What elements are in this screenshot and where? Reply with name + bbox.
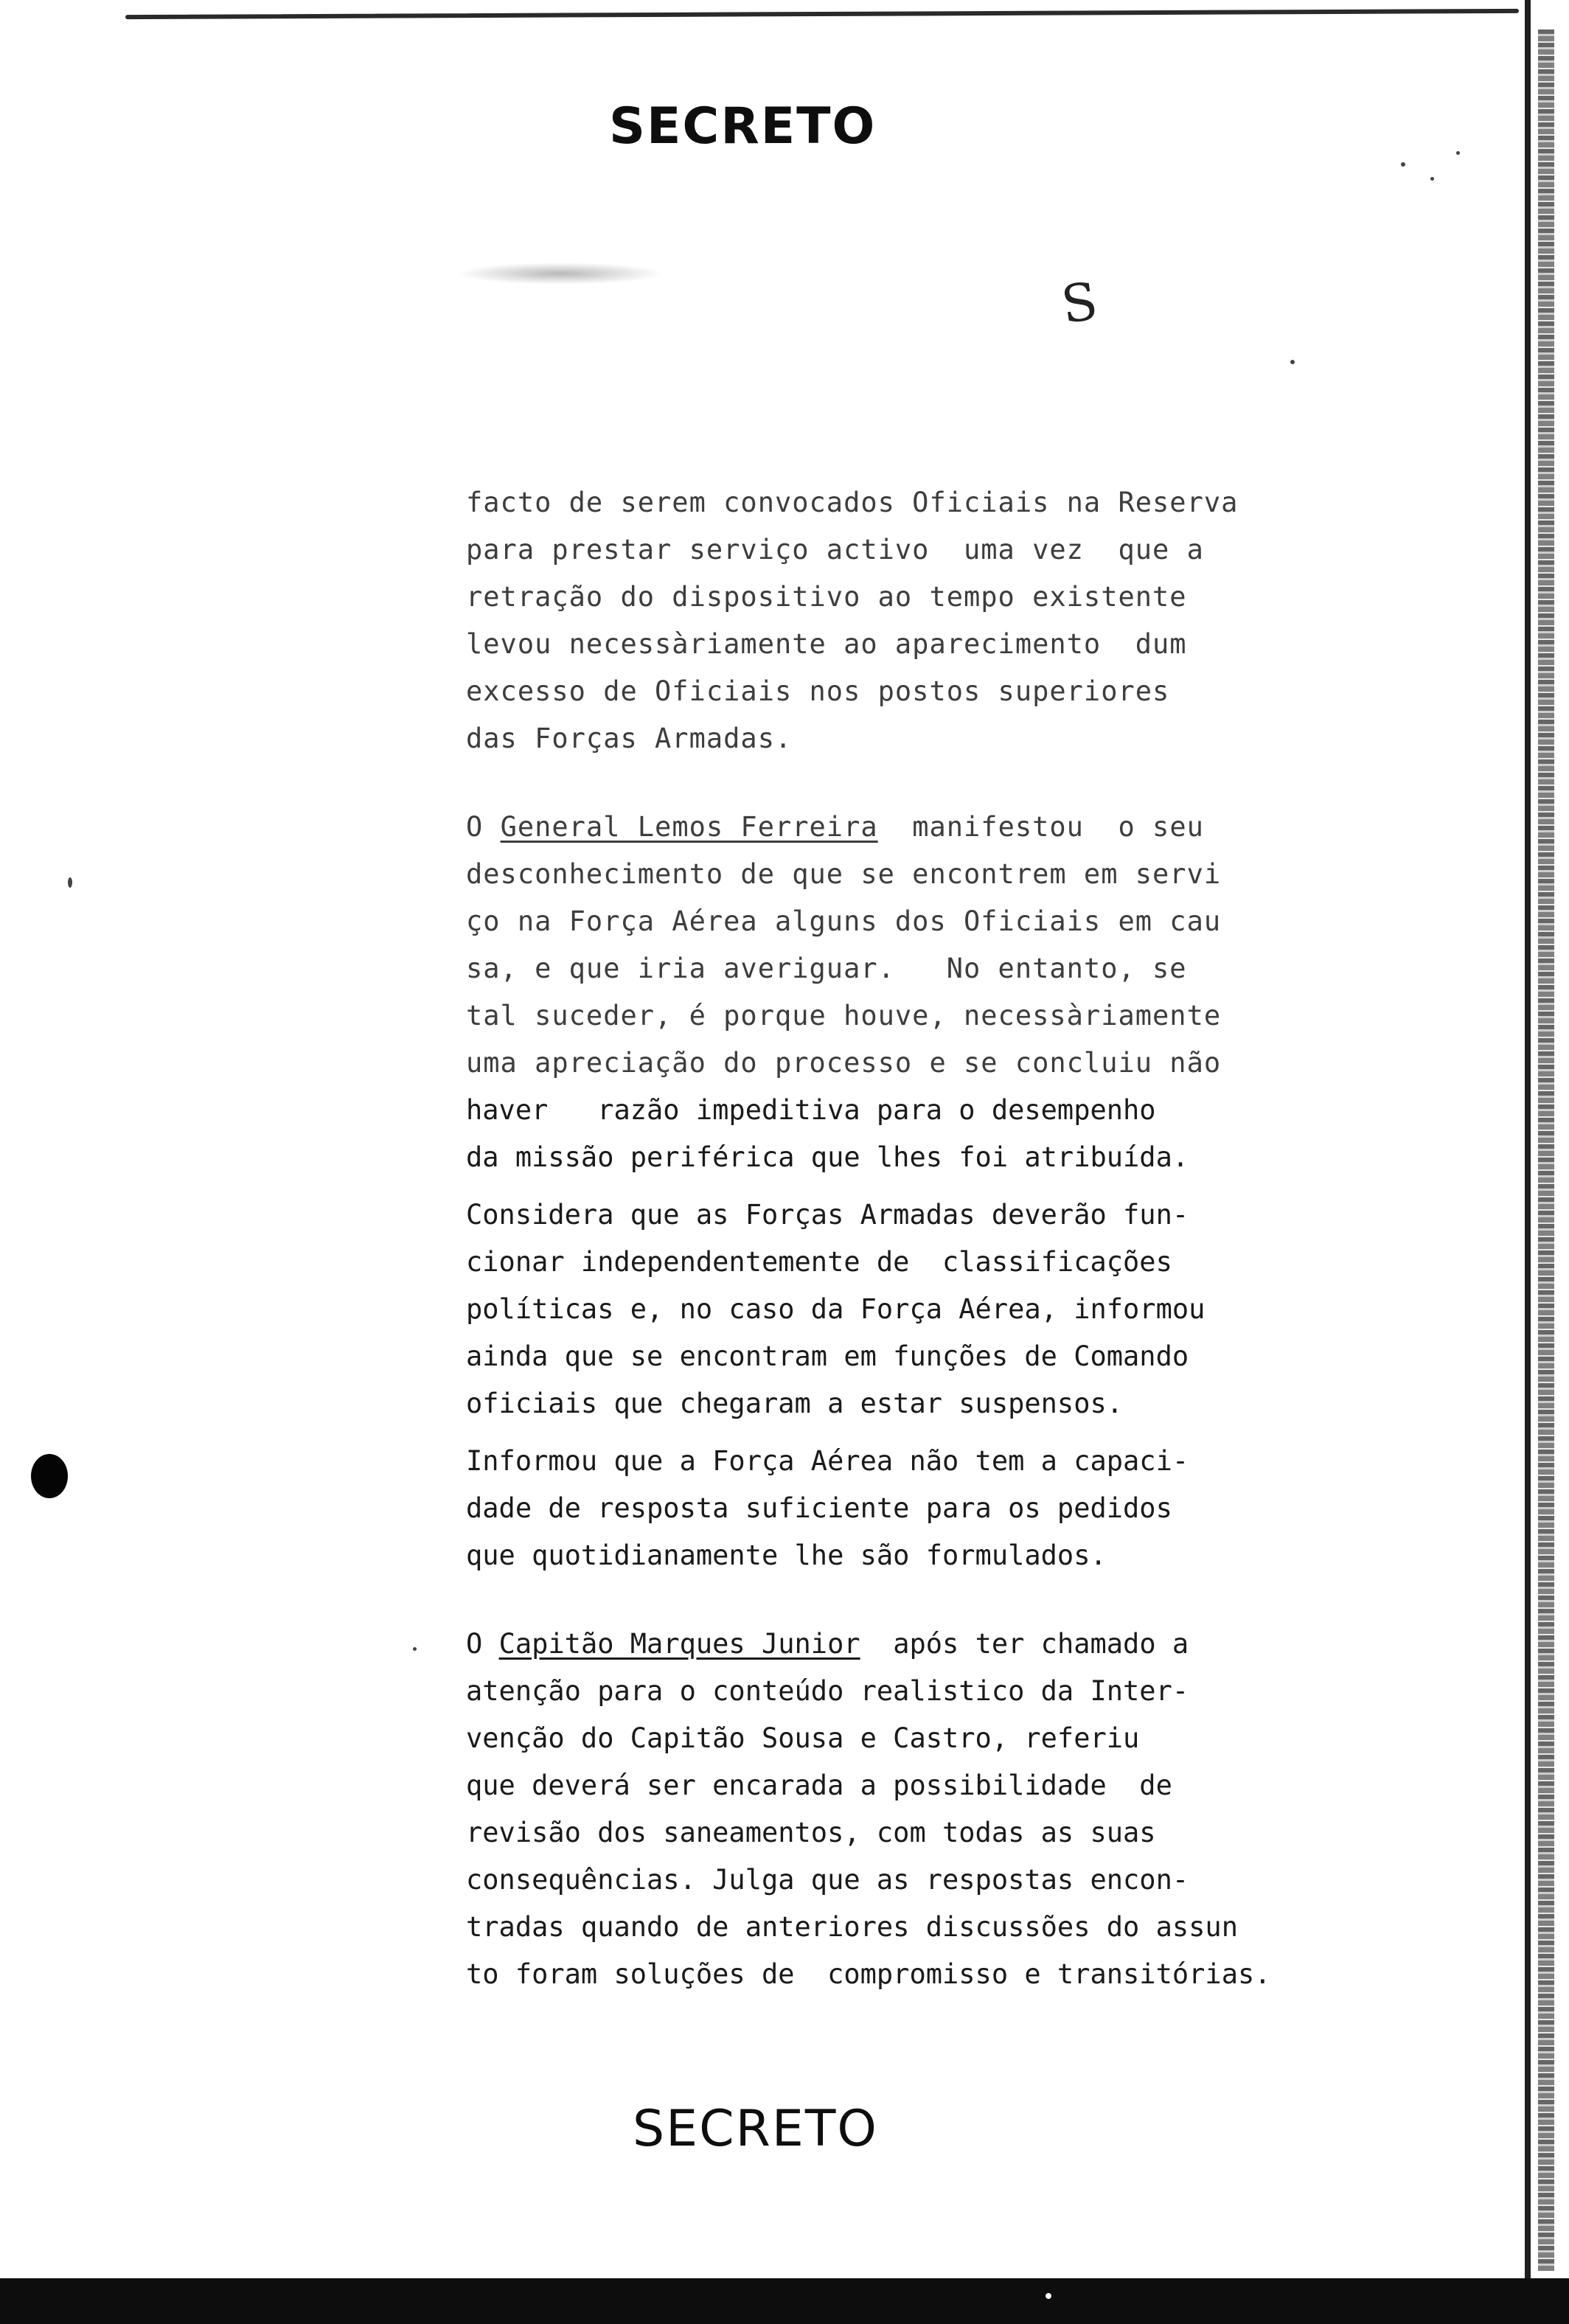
paragraph-line: que quotidianamente lhe são formulados. bbox=[466, 1540, 1107, 1571]
classification-stamp-top: SECRETO bbox=[609, 97, 877, 156]
paragraph-line: das Forças Armadas. bbox=[466, 723, 793, 754]
paragraph-line: levou necessàriamente ao aparecimento dum bbox=[466, 628, 1187, 660]
document-body bbox=[466, 479, 1314, 1998]
paragraph-4 bbox=[466, 1438, 1314, 1579]
paragraph-3 bbox=[466, 1191, 1314, 1427]
underlined-name: Capitão Marques Junior bbox=[498, 1628, 860, 1660]
punch-hole bbox=[31, 1454, 68, 1498]
paragraph-line: uma apreciação do processo e se concluiu não bbox=[466, 1047, 1222, 1079]
scan-speck bbox=[68, 877, 72, 888]
scan-speck bbox=[1456, 151, 1460, 155]
paragraph-line: políticas e, no caso da Força Aérea, informou bbox=[466, 1293, 1206, 1325]
header-mark: S bbox=[1057, 271, 1102, 335]
paragraph-line: ço na Força Aérea alguns dos Oficiais em cau bbox=[466, 905, 1222, 937]
paragraph-line: O General Lemos Ferreira manifestou o seu bbox=[466, 811, 1204, 843]
paragraph-1 bbox=[466, 479, 1314, 762]
scan-speck bbox=[1046, 2293, 1051, 2299]
paragraph-line: oficiais que chegaram a estar suspensos. bbox=[466, 1388, 1124, 1419]
paragraph-line: excesso de Oficiais nos postos superiores bbox=[466, 675, 1170, 707]
paragraph-line: tradas quando de anteriores discussões do assun bbox=[466, 1911, 1238, 1943]
scan-speck bbox=[1401, 162, 1405, 167]
underlined-name: General Lemos Ferreira bbox=[500, 811, 878, 843]
header-smudge bbox=[457, 262, 664, 285]
scan-speck bbox=[1290, 360, 1295, 364]
paragraph-5 bbox=[466, 1621, 1314, 1998]
paragraph-line: cionar independentemente de classificações bbox=[466, 1246, 1172, 1278]
paragraph-line: O Capitão Marques Junior após ter chamado a bbox=[466, 1628, 1189, 1660]
paragraph-line: consequências. Julga que as respostas encon- bbox=[466, 1864, 1189, 1896]
paragraph-line: ainda que se encontram em funções de Comando bbox=[466, 1340, 1189, 1372]
paragraph-line: atenção para o conteúdo realistico da Inter- bbox=[466, 1675, 1189, 1707]
paragraph-line: sa, e que iria averiguar. No entanto, se bbox=[466, 953, 1187, 984]
paragraph-line: dade de resposta suficiente para os pedidos bbox=[466, 1492, 1172, 1524]
paragraph-line: da missão periférica que lhes foi atribuída. bbox=[466, 1141, 1189, 1173]
paragraph-line: retração do dispositivo ao tempo existente bbox=[466, 581, 1187, 613]
scan-speck bbox=[1430, 177, 1434, 181]
paragraph-line: venção do Capitão Sousa e Castro, referiu bbox=[466, 1722, 1140, 1754]
paragraph-line: desconhecimento de que se encontrem em servi bbox=[466, 858, 1222, 890]
classification-stamp-bottom: SECRETO bbox=[633, 2100, 878, 2158]
scan-right-edge bbox=[1525, 0, 1531, 2278]
paragraph-line: revisão dos saneamentos, com todas as suas bbox=[466, 1817, 1156, 1848]
paragraph-line: para prestar serviço activo uma vez que a bbox=[466, 534, 1204, 566]
paragraph-line: facto de serem convocados Oficiais na Reserva bbox=[466, 487, 1239, 518]
scan-speck bbox=[413, 1647, 417, 1651]
scan-top-edge bbox=[125, 9, 1519, 19]
scan-right-edge-shadow bbox=[1538, 29, 1554, 2271]
paragraph-line: tal suceder, é porque houve, necessàriamente bbox=[466, 1000, 1222, 1031]
paragraph-2 bbox=[466, 804, 1314, 1181]
paragraph-line: que deverá ser encarada a possibilidade de bbox=[466, 1770, 1172, 1801]
paragraph-line: haver razão impeditiva para o desempenho bbox=[466, 1094, 1156, 1126]
paragraph-line: Informou que a Força Aérea não tem a capaci- bbox=[466, 1445, 1189, 1477]
scan-bottom-edge bbox=[0, 2278, 1569, 2324]
paragraph-line: Considera que as Forças Armadas deverão fun- bbox=[466, 1199, 1189, 1231]
paragraph-line: to foram soluções de compromisso e transitórias. bbox=[466, 1958, 1271, 1990]
